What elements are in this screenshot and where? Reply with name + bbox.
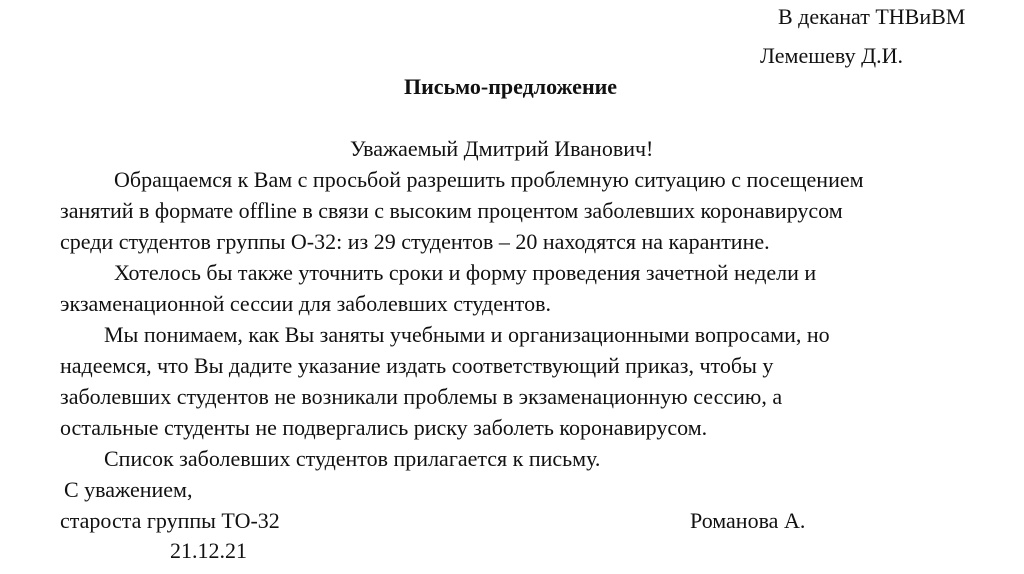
sender-position: староста группы ТО-32 <box>60 508 280 533</box>
document-title: Письмо-предложение <box>404 74 618 99</box>
signer-name: Романова А. <box>690 508 806 533</box>
paragraph-2-line-2: экзаменационной сессии для заболевших студентов. <box>60 291 551 316</box>
paragraph-1-line-3: среди студентов группы О-32: из 29 студентов – 20 находятся на карантине. <box>60 229 770 254</box>
recipient-line-1: В деканат ТНВиВМ <box>778 4 966 29</box>
paragraph-3-line-2: надеемся, что Вы дадите указание издать соответствующий приказ, чтобы у <box>60 353 774 378</box>
paragraph-3-line-1: Мы понимаем, как Вы заняты учебными и организационными вопросами, но <box>104 322 830 347</box>
paragraph-4: Список заболевших студентов прилагается к письму. <box>104 446 601 471</box>
paragraph-3-line-4: остальные студенты не подвергались риску заболеть коронавирусом. <box>60 415 708 440</box>
greeting: Уважаемый Дмитрий Иванович! <box>350 136 654 161</box>
letter-date: 21.12.21 <box>170 538 247 563</box>
paragraph-1-line-2: занятий в формате offline в связи с высоким процентом заболевших коронавирусом <box>60 198 843 223</box>
closing-regards: С уважением, <box>64 477 193 502</box>
paragraph-2-line-1: Хотелось бы также уточнить сроки и форму проведения зачетной недели и <box>114 260 817 285</box>
paragraph-1-line-1: Обращаемся к Вам с просьбой разрешить проблемную ситуацию с посещением <box>114 167 864 192</box>
paragraph-3-line-3: заболевших студентов не возникали проблемы в экзаменационную сессию, а <box>60 384 783 409</box>
recipient-line-2: Лемешеву Д.И. <box>760 43 903 68</box>
